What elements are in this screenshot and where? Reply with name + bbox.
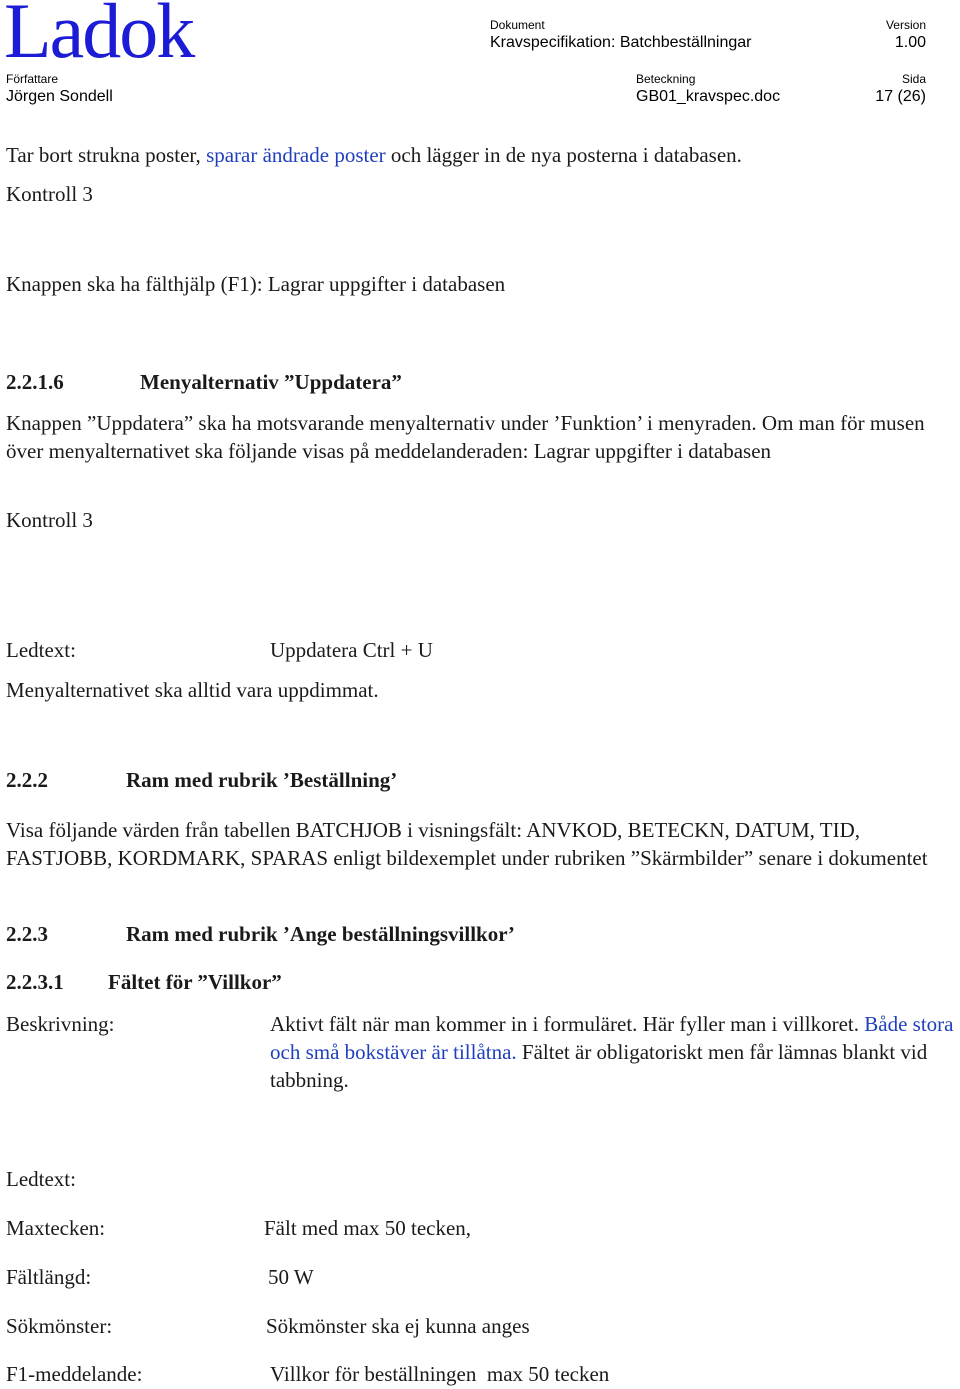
heading-223-number: 2.2.3 (6, 922, 48, 946)
heading-222-number: 2.2.2 (6, 768, 48, 792)
heading-222-title: Ram med rubrik ’Beställning’ (126, 768, 398, 792)
beteckning-value: GB01_kravspec.doc (636, 88, 781, 105)
heading-223-title: Ram med rubrik ’Ange beställningsvillkor’ (126, 922, 515, 946)
ledtext-value: Uppdatera Ctrl + U (270, 638, 433, 662)
beskrivning-label: Beskrivning: (6, 1012, 115, 1036)
maxtecken-value: Fält med max 50 tecken, (264, 1216, 472, 1240)
beskrivning-highlight: Både stora och små bokstäver är tillåtna. (270, 1012, 954, 1064)
paragraph-falthjalp: Knappen ska ha fälthjälp (F1): Lagrar uppgifter i databasen (6, 272, 506, 296)
heading-2216-title: Menyalternativ ”Uppdatera” (140, 370, 402, 394)
beteckning-label: Beteckning (636, 72, 696, 86)
p1-start: Tar bort strukna poster, (6, 143, 207, 167)
ladok-logo: Ladok (4, 0, 194, 74)
sida-label: Sida (901, 72, 926, 86)
f1-meddelande-label: F1-meddelande: (6, 1362, 143, 1386)
forfattare-value: Jörgen Sondell (6, 88, 113, 105)
maxtecken-label: Maxtecken: (6, 1216, 106, 1240)
beskrivning-end: Fältet är obligatoriskt men får lämnas blankt vid tabbning. (270, 1040, 928, 1092)
beskrivning-start: Aktivt fält när man kommer in i formuläret. Här fyller man i villkoret. (270, 1012, 865, 1036)
sokmonster-label: Sökmönster: (6, 1314, 113, 1338)
paragraph-tar-bort (6, 141, 742, 169)
forfattare-label: Författare (6, 72, 59, 86)
heading-2231-number: 2.2.3.1 (6, 970, 64, 994)
paragraph-visa-varden: Visa följande värden från tabellen BATCHJOB i visningsfält: ANVKOD, BETECKN, DATUM, TID, FASTJOBB, KORDMARK, SPARAS enligt bildexemplet under rubriken ”Skärmbilder” senare i dokumentet (6, 818, 928, 870)
dokument-label: Dokument (490, 18, 545, 32)
p1-end: och lägger in de nya posterna i databasen. (385, 143, 742, 167)
version-label: Version (885, 18, 926, 32)
kontroll-text: Kontroll 3 (6, 182, 93, 206)
faltlangd-value: 50 W (268, 1265, 314, 1289)
version-value: 1.00 (894, 34, 926, 51)
beskrivning-text (270, 1010, 958, 1094)
sokmonster-value: Sökmönster ska ej kunna anges (266, 1314, 530, 1338)
paragraph-uppdatera: Knappen ”Uppdatera” ska ha motsvarande menyalternativ under ’Funktion’ i menyraden. Om man för musen över menyalternativet ska följande visas på meddelanderaden: Lagrar uppgifter i databasen (6, 411, 925, 463)
faltlangd-label: Fältlängd: (6, 1265, 92, 1289)
f1-meddelande-value: Villkor för beställningen max 50 tecken (270, 1362, 610, 1386)
ledtext-label-2: Ledtext: (6, 1167, 76, 1191)
p1-highlight: sparar ändrade poster (206, 143, 386, 167)
heading-2231-title: Fältet för ”Villkor” (108, 970, 282, 994)
dokument-value: Kravspecifikation: Batchbeställningar (490, 34, 752, 51)
kontroll-text-2: Kontroll 3 (6, 508, 93, 532)
heading-2216-number: 2.2.1.6 (6, 370, 64, 394)
paragraph-uppdimmat: Menyalternativet ska alltid vara uppdimmat. (6, 678, 379, 702)
sida-value: 17 (26) (875, 88, 926, 105)
ledtext-label: Ledtext: (6, 638, 76, 662)
